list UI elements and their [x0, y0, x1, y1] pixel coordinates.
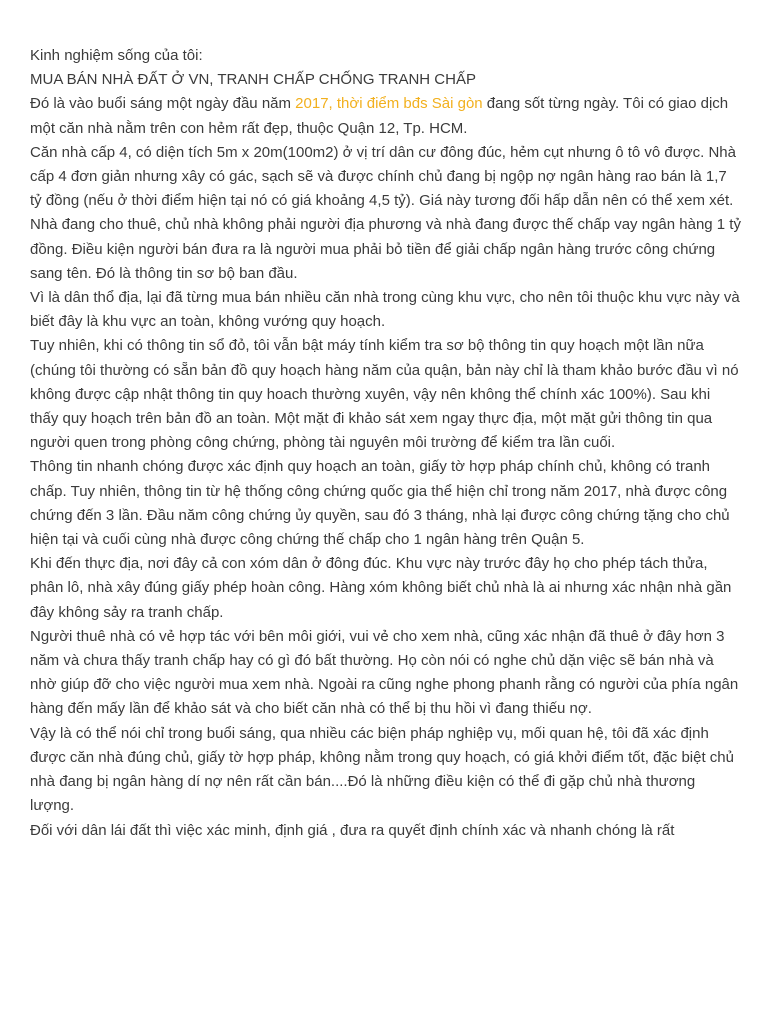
paragraph-8: Người thuê nhà có vẻ hợp tác với bên môi giới, vui vẻ cho xem nhà, cũng xác nhận đã thuê ở đây hơn 3 năm và chưa thấy tranh chấp hay có gì đó bất thường. Họ còn nói có nghe chủ dặn việc sẽ bán nhà và nhờ giúp đỡ cho việc người mua xem nhà. Ngoài ra cũng nghe phong phanh rằng có người của phía ngân hàng đến mấy lần để khảo sát và cho biết căn nhà có thể bị thu hồi vì đang thiếu nợ.	[30, 627, 739, 718]
paragraph-10: Đối với dân lái đất thì việc xác minh, định giá , đưa ra quyết định chính xác và nhanh chóng là rất	[30, 821, 675, 839]
paragraph-3: Nhà đang cho thuê, chủ nhà không phải người địa phương và nhà đang được thế chấp vay ngân hàng 1 tỷ đồng. Điều kiện người bán đưa ra là người mua phải bỏ tiền để giải chấp ngân hàng trước công chứng sang tên. Đó là thông tin sơ bộ ban đầu.	[30, 216, 741, 282]
paragraph-7: Khi đến thực địa, nơi đây cả con xóm dân ở đông đúc. Khu vực này trước đây họ cho phép tách thửa, phân lô, nhà xây đúng giấy phép hoàn công. Hàng xóm không biết chủ nhà là ai nhưng xác nhận nhà gần đây không sảy ra tranh chấp.	[30, 555, 732, 621]
paragraph-5: Tuy nhiên, khi có thông tin sổ đỏ, tôi vẫn bật máy tính kiểm tra sơ bộ thông tin quy hoạch một lần nữa (chúng tôi thường có sẵn bản đồ quy hoạch hàng năm của quận, bản này chỉ là tham khảo bước đầu vì nó không được cập nhật thông tin quy hoach thường xuyên, vậy nên không thể chính xác 100%). Sau khi thấy quy hoạch trên bản đồ an toàn. Một mặt đi khảo sát xem ngay thực địa, một mặt gửi thông tin qua người quen trong phòng công chứng, phòng tài nguyên môi trường để kiểm tra lần cuối.	[30, 337, 739, 452]
highlighted-link[interactable]: 2017, thời điểm bđs Sài gòn	[295, 95, 483, 113]
paragraph-4: Vì là dân thổ địa, lại đã từng mua bán nhiều căn nhà trong cùng khu vực, cho nên tôi thuộc khu vực này và biết đây là khu vực an toàn, không vướng quy hoạch.	[30, 289, 740, 331]
article-body	[30, 44, 742, 843]
article-headline: MUA BÁN NHÀ ĐẤT Ở VN, TRANH CHẤP CHỐNG TRANH CHẤP	[30, 71, 476, 89]
paragraph-6: Thông tin nhanh chóng được xác định quy hoạch an toàn, giấy tờ hợp pháp chính chủ, không có tranh chấp. Tuy nhiên, thông tin từ hệ thống công chứng quốc gia thể hiện chỉ trong năm 2017, nhà được công chứng đến 3 lần. Đầu năm công chứng ủy quyền, sau đó 3 tháng, nhà lại được công chứng tặng cho chủ hiện tại và cuối cùng nhà được công chứng thế chấp cho 1 ngân hàng trên Quận 5.	[30, 458, 730, 549]
paragraph-1	[30, 92, 742, 140]
intro-line: Kinh nghiệm sống của tôi:	[30, 47, 203, 64]
paragraph-2: Căn nhà cấp 4, có diện tích 5m x 20m(100m2) ở vị trí dân cư đông đúc, hẻm cụt nhưng ô tô vô được. Nhà cấp 4 đơn giản nhưng xây có gác, sạch sẽ và được chính chủ đang bị ngộp nợ ngân hàng rao bán là 1,7 tỷ đồng (nếu ở thời điểm hiện tại nó có giá khoảng 4,5 tỷ). Giá này tương đối hấp dẫn nên có thể xem xét.	[30, 143, 736, 210]
paragraph-1-start: Đó là vào buổi sáng một ngày đầu năm	[30, 95, 296, 113]
paragraph-1-end: đang sốt từng ngày. Tôi có giao dịch một căn nhà nằm trên con hẻm rất đẹp, thuộc Quận 12, Tp. HCM.	[30, 95, 729, 137]
paragraph-9: Vậy là có thể nói chỉ trong buổi sáng, qua nhiều các biện pháp nghiệp vụ, mối quan hệ, tôi đã xác định được căn nhà đúng chủ, giấy tờ hợp pháp, không nằm trong quy hoạch, có giá khởi điểm tốt, đặc biệt chủ nhà đang bị ngân hàng dí nợ nên rất cần bán....Đó là những điều kiện có thể đi gặp chủ nhà thương lượng.	[30, 724, 734, 815]
